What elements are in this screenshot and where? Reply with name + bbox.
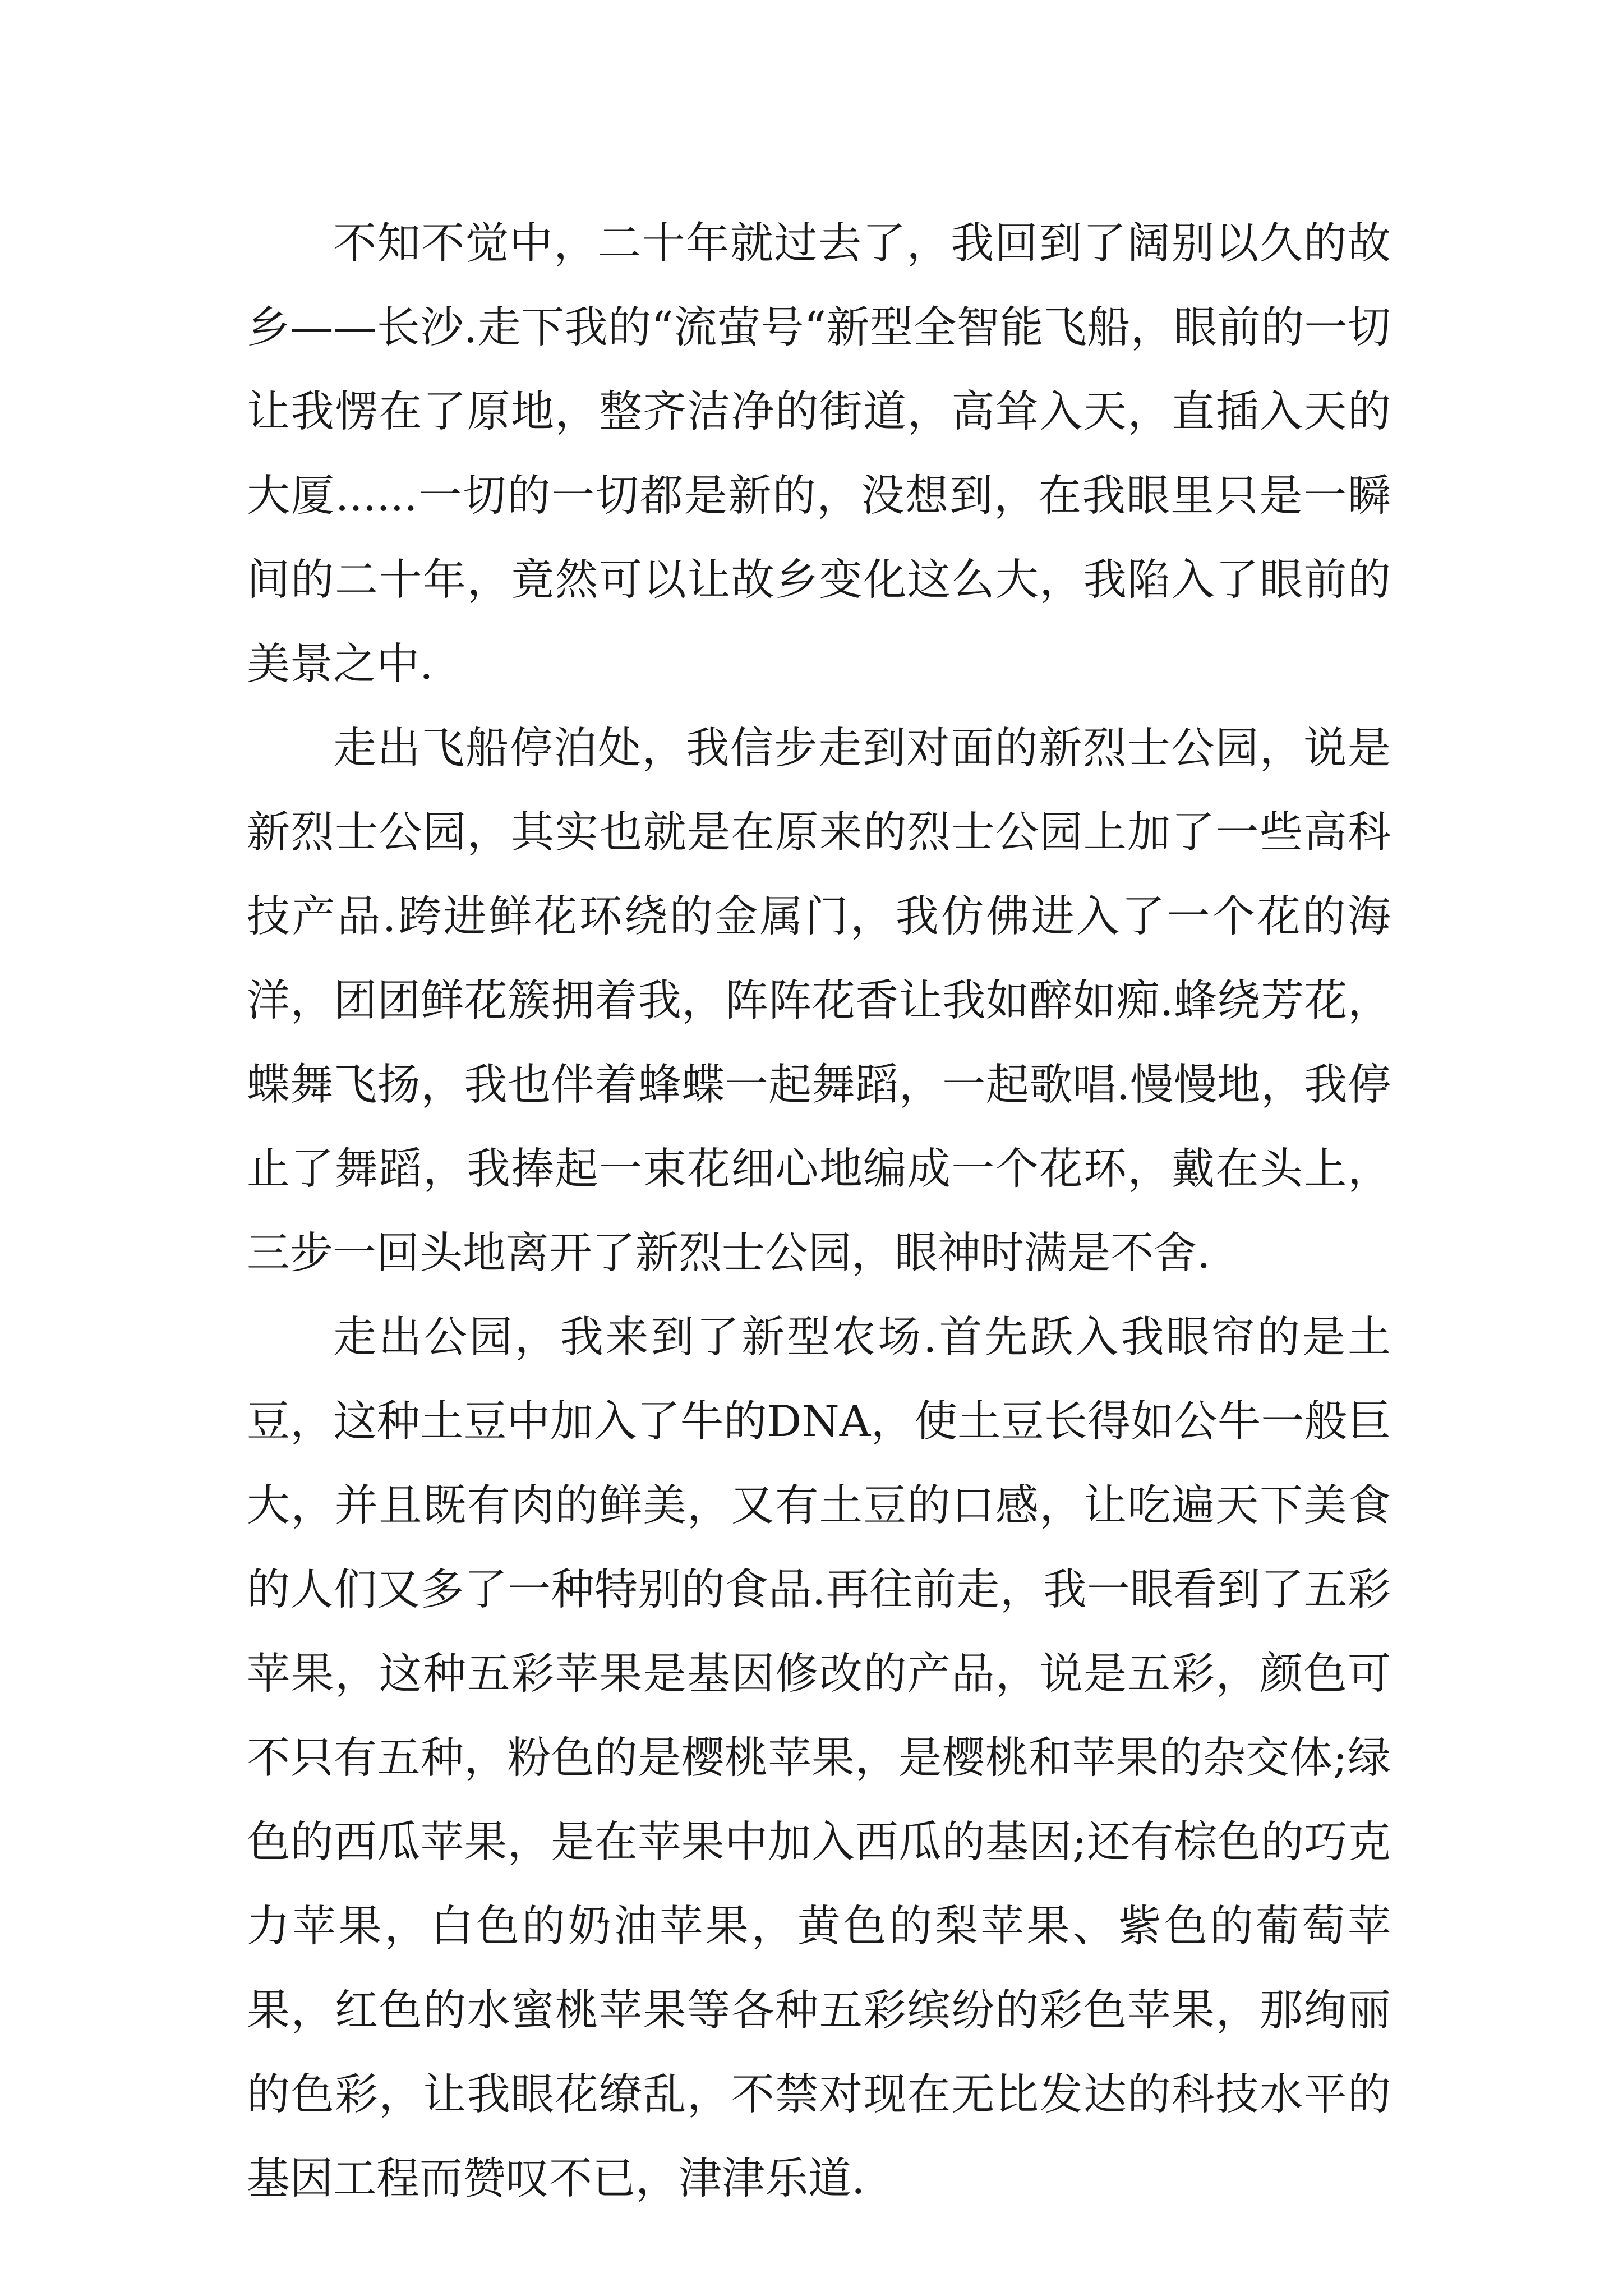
paragraph-1: 不知不觉中，二十年就过去了，我回到了阔别以久的故乡——长沙.走下我的“流萤号“新型全智能飞船，眼前的一切让我愣在了原地，整齐洁净的街道，高耸入天，直插入天的大厦......一切的一切都是新的，没想到，在我眼里只是一瞬间的二十年，竟然可以让故乡变化这么大，我陷入了眼前的美景之中. — [247, 219, 1391, 689]
document-body — [247, 202, 1391, 2221]
paragraph-3: 走出公园，我来到了新型农场.首先跃入我眼帘的是土豆，这种土豆中加入了牛的DNA，使土豆长得如公牛一般巨大，并且既有肉的鲜美，又有土豆的口感，让吃遍天下美食的人们又多了一种特别的食品.再往前走，我一眼看到了五彩苹果，这种五彩苹果是基因修改的产品，说是五彩，颜色可不只有五种，粉色的是樱桃苹果，是樱桃和苹果的杂交体;绿色的西瓜苹果，是在苹果中加入西瓜的基因;还有棕色的巧克力苹果，白色的奶油苹果，黄色的梨苹果、紫色的葡萄苹果，红色的水蜜桃苹果等各种五彩缤纷的彩色苹果，那绚丽的色彩，让我眼花缭乱，不禁对现在无比发达的科技水平的基因工程而赞叹不已，津津乐道. — [247, 1313, 1391, 2204]
paragraph-2: 走出飞船停泊处，我信步走到对面的新烈士公园，说是新烈士公园，其实也就是在原来的烈士公园上加了一些高科技产品.跨进鲜花环绕的金属门，我仿佛进入了一个花的海洋，团团鲜花簇拥着我，阵阵花香让我如醉如痴.蜂绕芳花，蝶舞飞扬，我也伴着蜂蝶一起舞蹈，一起歌唱.慢慢地，我停止了舞蹈，我捧起一束花细心地编成一个花环，戴在头上，三步一回头地离开了新烈士公园，眼神时满是不舍. — [247, 724, 1391, 1278]
